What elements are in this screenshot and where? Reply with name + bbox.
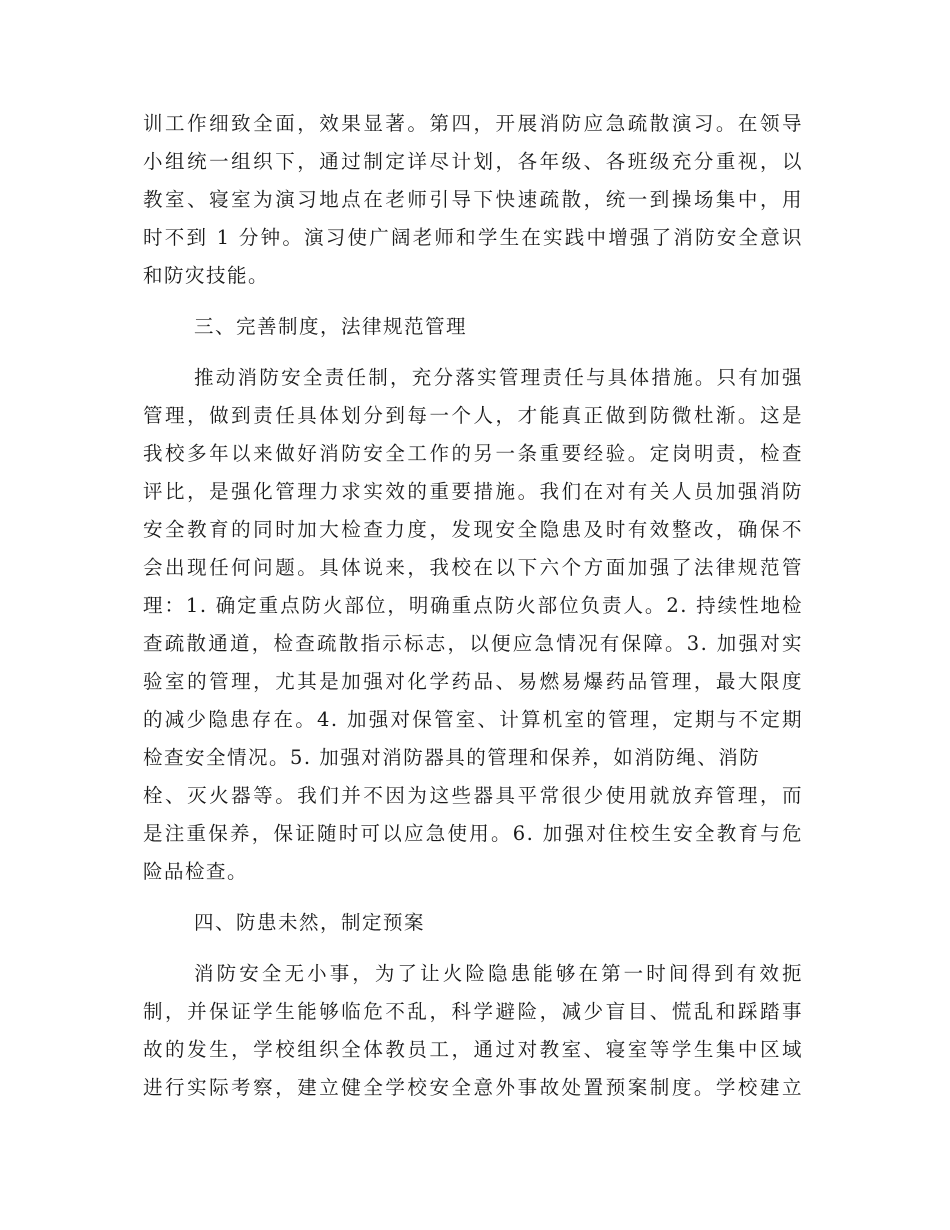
paragraph-line: 制，并保证学生能够临危不乱，科学避险，减少盲目、慌乱和踩踏事: [143, 1000, 803, 1023]
paragraph-line: 推动消防安全责任制，充分落实管理责任与具体措施。只有加强: [194, 366, 803, 389]
paragraph-line: 管理，做到责任具体划分到每一个人，才能真正做到防微杜渐。这是: [143, 404, 803, 427]
paragraph-line: 理：1. 确定重点防火部位，明确重点防火部位负责人。2. 持续性地检: [143, 594, 803, 617]
paragraph-line: 消防安全无小事，为了让火险隐患能够在第一时间得到有效扼: [194, 962, 803, 985]
paragraph-line: 会出现任何问题。具体说来，我校在以下六个方面加强了法律规范管: [143, 556, 803, 579]
paragraph-line: 和防灾技能。: [143, 264, 270, 287]
paragraph-line: 时不到 1 分钟。演习使广阔老师和学生在实践中增强了消防安全意识: [143, 226, 803, 249]
paragraph-line: 进行实际考察，建立健全学校安全意外事故处置预案制度。学校建立: [143, 1076, 803, 1099]
paragraph-line: 评比，是强化管理力求实效的重要措施。我们在对有关人员加强消防: [143, 480, 803, 503]
paragraph-line: 查疏散通道，检查疏散指示标志，以便应急情况有保障。3. 加强对实: [143, 632, 803, 655]
paragraph-line: 小组统一组织下，通过制定详尽计划，各年级、各班级充分重视，以: [143, 150, 803, 173]
paragraph-line: 我校多年以来做好消防安全工作的另一条重要经验。定岗明责，检查: [143, 442, 803, 465]
section-heading: 四、防患未然，制定预案: [194, 911, 426, 934]
section-heading: 三、完善制度，法律规范管理: [194, 315, 468, 338]
paragraph-line: 检查安全情况。5. 加强对消防器具的管理和保养，如消防绳、消防: [143, 746, 761, 769]
paragraph-line: 安全教育的同时加大检查力度，发现安全隐患及时有效整改，确保不: [143, 518, 803, 541]
paragraph-line: 教室、寝室为演习地点在老师引导下快速疏散，统一到操场集中，用: [143, 188, 803, 211]
paragraph-line: 故的发生，学校组织全体教员工，通过对教室、寝室等学生集中区域: [143, 1038, 803, 1061]
paragraph-line: 训工作细致全面，效果显著。第四，开展消防应急疏散演习。在领导: [143, 112, 803, 135]
paragraph-line: 的减少隐患存在。4. 加强对保管室、计算机室的管理，定期与不定期: [143, 708, 803, 731]
paragraph-line: 栓、灭火器等。我们并不因为这些器具平常很少使用就放弃管理，而: [143, 784, 803, 807]
paragraph-line: 验室的管理，尤其是加强对化学药品、易燃易爆药品管理，最大限度: [143, 670, 803, 693]
paragraph-line: 险品检查。: [143, 860, 249, 883]
paragraph-line: 是注重保养，保证随时可以应急使用。6. 加强对住校生安全教育与危: [143, 822, 803, 845]
